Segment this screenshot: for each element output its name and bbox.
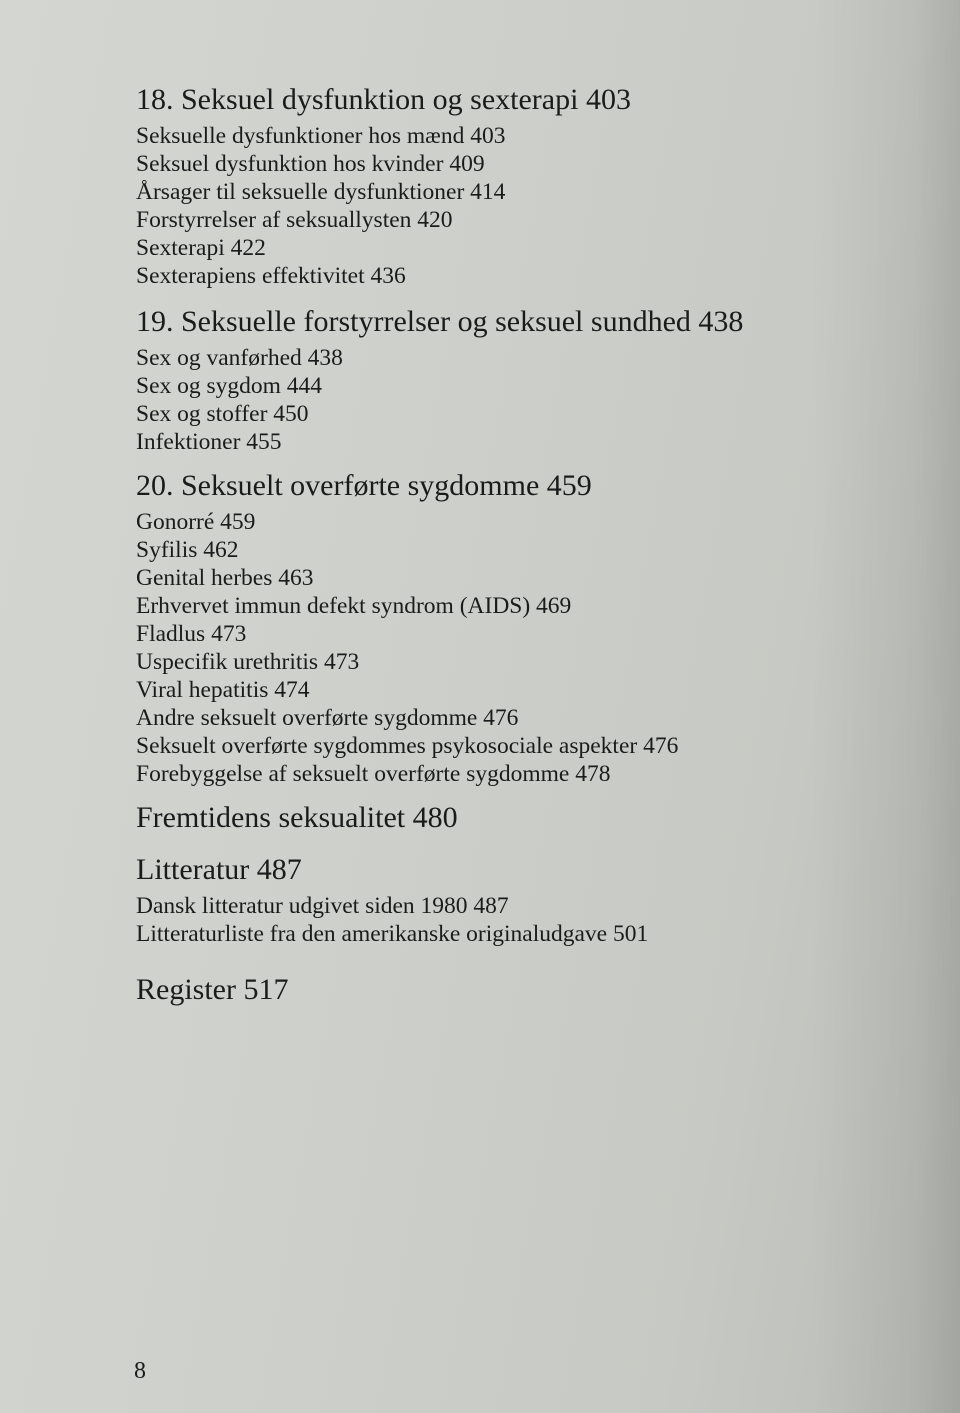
toc-entry: Årsager til seksuelle dysfunktioner 414 [136,179,506,205]
toc-section-18 [136,80,856,290]
entry-list [136,508,856,788]
toc-entry: Sexterapiens effektivitet 436 [136,263,406,289]
toc-entry: Seksuelt overførte sygdommes psykosociale aspekter 476 [136,733,679,759]
toc-entry: Genital herbes 463 [136,565,314,591]
toc-entry: Sex og sygdom 444 [136,373,323,399]
toc-entry: Erhvervet immun defekt syndrom (AIDS) 469 [136,593,572,619]
toc-entry: Litteraturliste fra den amerikanske originaludgave 501 [136,921,649,947]
toc-entry: Andre seksuelt overførte sygdomme 476 [136,705,519,731]
chapter-heading: 19. Seksuelle forstyrrelser og seksuel sundhed 438 [136,305,744,338]
toc-section-litteratur [136,850,856,948]
toc-entry: Uspecifik urethritis 473 [136,649,360,675]
toc-entry: Seksuel dysfunktion hos kvinder 409 [136,151,485,177]
toc-entry: Forstyrrelser af seksuallysten 420 [136,207,453,233]
chapter-heading: Register 517 [136,973,289,1006]
toc-section-register [136,970,856,1010]
entry-list [136,892,856,948]
toc-entry: Sex og vanførhed 438 [136,345,343,371]
toc-section-20 [136,466,856,788]
chapter-heading: 20. Seksuelt overførte sygdomme 459 [136,469,592,502]
toc-section-19 [136,302,856,456]
chapter-heading: Fremtidens seksualitet 480 [136,801,458,834]
chapter-heading: 18. Seksuel dysfunktion og sexterapi 403 [136,83,631,116]
entry-list [136,122,856,290]
toc-entry: Syfilis 462 [136,537,239,563]
toc-entry: Dansk litteratur udgivet siden 1980 487 [136,893,509,919]
toc-entry: Viral hepatitis 474 [136,677,310,703]
toc-section-fremtidens-seksualitet [136,798,856,838]
toc-entry: Fladlus 473 [136,621,247,647]
toc-entry: Gonorré 459 [136,509,256,535]
toc-entry: Infektioner 455 [136,429,282,455]
chapter-heading: Litteratur 487 [136,853,302,886]
toc-entry: Sex og stoffer 450 [136,401,309,427]
toc-entry: Seksuelle dysfunktioner hos mænd 403 [136,123,506,149]
toc-entry: Sexterapi 422 [136,235,266,261]
toc-entry: Forebyggelse af seksuelt overførte sygdomme 478 [136,761,611,787]
table-of-contents [136,80,856,1012]
entry-list [136,344,856,456]
page-number: 8 [134,1358,146,1384]
